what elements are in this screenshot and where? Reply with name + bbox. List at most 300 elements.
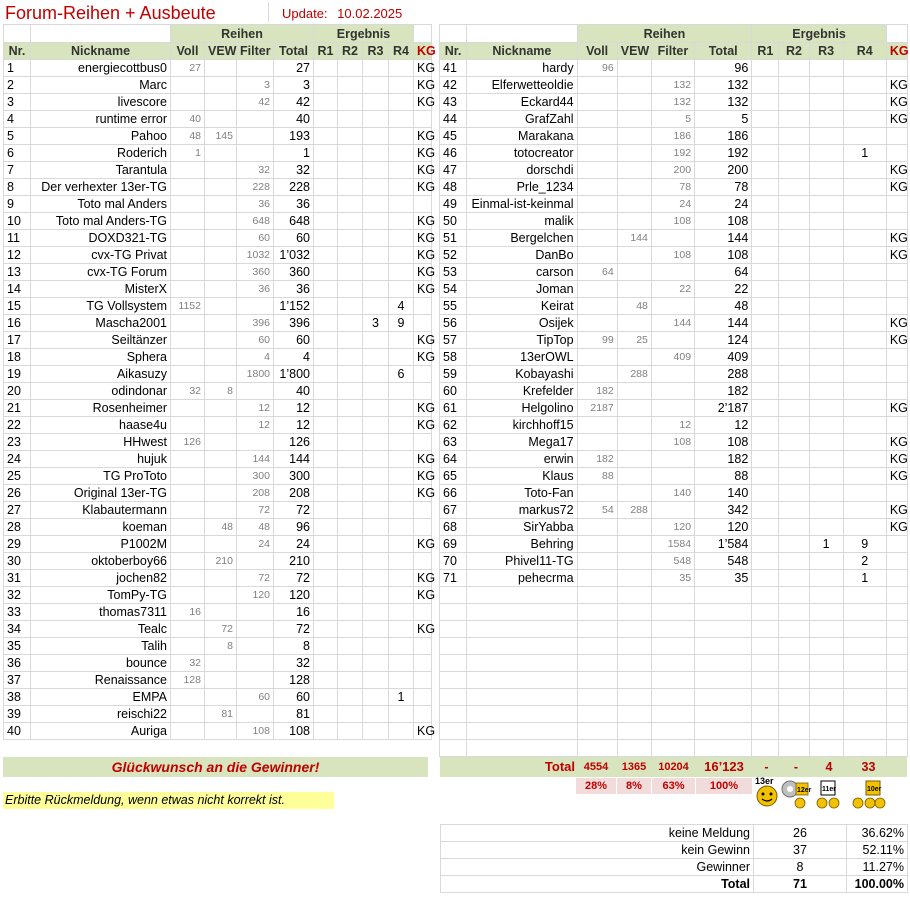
stats-pct: 36.62%: [847, 825, 908, 842]
row-r4: [389, 604, 414, 621]
row-r3: [809, 434, 843, 451]
row-r1: [752, 604, 779, 621]
row-filter: 132: [651, 77, 694, 94]
row-total: [695, 672, 752, 689]
row-filter: 12: [651, 417, 694, 434]
row-r3: [363, 77, 389, 94]
row-r1: [752, 349, 779, 366]
row-voll: [171, 264, 205, 281]
row-nr: 52: [440, 247, 467, 264]
row-voll: [577, 723, 617, 740]
row-r3: [809, 689, 843, 706]
table-row: [4, 383, 432, 400]
row-nickname: Sphera: [31, 349, 171, 366]
row-r3: [363, 111, 389, 128]
row-total: 648: [274, 213, 314, 230]
table-row: [440, 689, 908, 706]
row-voll: [577, 281, 617, 298]
row-r3: [363, 60, 389, 77]
row-r1: [314, 366, 338, 383]
row-kg: KG: [886, 77, 907, 94]
row-vew: 48: [617, 298, 651, 315]
row-nr: 49: [440, 196, 467, 213]
row-nr: 17: [4, 332, 31, 349]
row-r3: [363, 145, 389, 162]
row-r4: [389, 570, 414, 587]
total-filter: 10204: [658, 761, 689, 773]
row-r4: [843, 213, 886, 230]
row-nickname: Aikasuzy: [31, 366, 171, 383]
row-nickname: Mega17: [467, 434, 577, 451]
row-r3: [809, 587, 843, 604]
row-r4: [389, 519, 414, 536]
row-total: 1’032: [274, 247, 314, 264]
row-r3: [363, 485, 389, 502]
row-kg: [886, 638, 907, 655]
row-r3: [363, 247, 389, 264]
row-vew: [617, 655, 651, 672]
row-r3: [363, 570, 389, 587]
row-r3: [363, 621, 389, 638]
row-voll: [171, 179, 205, 196]
row-vew: [617, 162, 651, 179]
row-r2: [779, 417, 809, 434]
row-vew: [617, 740, 651, 757]
row-r2: [338, 230, 363, 247]
row-vew: [617, 553, 651, 570]
stats-label: Total: [441, 876, 754, 893]
col-vew: VEW: [205, 43, 237, 60]
row-r4: [843, 706, 886, 723]
row-filter: 132: [651, 94, 694, 111]
row-nr: 26: [4, 485, 31, 502]
totals-label: Total: [544, 759, 575, 774]
row-r4: [843, 94, 886, 111]
row-filter: 48: [237, 519, 274, 536]
row-kg: [414, 706, 432, 723]
row-voll: [577, 162, 617, 179]
row-voll: [577, 434, 617, 451]
row-r2: [779, 502, 809, 519]
row-voll: [171, 162, 205, 179]
row-nickname: Kobayashi: [467, 366, 577, 383]
row-r4: [389, 451, 414, 468]
row-r4: [843, 383, 886, 400]
row-r4: 1: [843, 570, 886, 587]
row-total: 128: [274, 672, 314, 689]
row-r4: [843, 519, 886, 536]
row-r2: [779, 128, 809, 145]
row-r3: [363, 655, 389, 672]
row-r3: [809, 247, 843, 264]
row-vew: [205, 587, 237, 604]
row-voll: [577, 485, 617, 502]
pct-filter: 63%: [652, 778, 695, 794]
row-nickname: hujuk: [31, 451, 171, 468]
row-r3: [809, 570, 843, 587]
row-r1: [752, 213, 779, 230]
table-row: [4, 332, 432, 349]
row-r1: [314, 383, 338, 400]
row-kg: [886, 604, 907, 621]
row-voll: [171, 587, 205, 604]
row-r3: [809, 230, 843, 247]
row-r4: 2: [843, 553, 886, 570]
row-nickname: [467, 621, 577, 638]
total-total: 16’123: [704, 759, 744, 774]
row-kg: [414, 672, 432, 689]
row-nickname: Klaus: [467, 468, 577, 485]
row-kg: [886, 672, 907, 689]
row-r4: 4: [389, 298, 414, 315]
row-vew: [205, 655, 237, 672]
row-total: 60: [274, 230, 314, 247]
row-filter: 108: [651, 434, 694, 451]
trophy-13er-icon: [752, 775, 782, 809]
row-filter: [237, 706, 274, 723]
row-r2: [779, 60, 809, 77]
trophy-10er-label: 10er: [867, 786, 882, 793]
row-filter: 4: [237, 349, 274, 366]
row-filter: [651, 468, 694, 485]
row-r2: [779, 213, 809, 230]
row-r3: [809, 60, 843, 77]
update-date: 10.02.2025: [337, 6, 403, 21]
row-kg: [886, 366, 907, 383]
row-nickname: TomPy-TG: [31, 587, 171, 604]
row-nr: 16: [4, 315, 31, 332]
row-nickname: DanBo: [467, 247, 577, 264]
row-total: 72: [274, 570, 314, 587]
row-r4: [389, 264, 414, 281]
row-filter: [651, 366, 694, 383]
row-r4: [843, 366, 886, 383]
row-r4: [389, 162, 414, 179]
row-r3: [363, 213, 389, 230]
row-kg: [886, 706, 907, 723]
row-total: 4: [274, 349, 314, 366]
col-filter: Filter: [237, 43, 274, 60]
row-voll: [171, 502, 205, 519]
row-vew: [205, 332, 237, 349]
row-r3: [363, 366, 389, 383]
row-voll: [171, 77, 205, 94]
row-r4: [843, 128, 886, 145]
row-r2: [779, 281, 809, 298]
row-voll: [577, 638, 617, 655]
row-r1: [752, 672, 779, 689]
row-r2: [779, 740, 809, 757]
stats-pct: 11.27%: [847, 859, 908, 876]
row-r2: [779, 162, 809, 179]
row-total: [695, 587, 752, 604]
col-r4: R4: [389, 43, 414, 60]
row-kg: KG: [886, 332, 907, 349]
row-total: 1: [274, 145, 314, 162]
row-r1: [314, 60, 338, 77]
row-vew: [617, 434, 651, 451]
ergebnis-group-header: Ergebnis: [752, 25, 887, 43]
row-r1: [314, 179, 338, 196]
row-voll: [171, 213, 205, 230]
row-r4: [843, 298, 886, 315]
table-row: [4, 281, 432, 298]
row-vew: [617, 604, 651, 621]
row-vew: 48: [205, 519, 237, 536]
row-vew: [205, 60, 237, 77]
col-r3: R3: [363, 43, 389, 60]
row-r3: [809, 196, 843, 213]
table-row: [4, 570, 432, 587]
row-r2: [338, 179, 363, 196]
row-kg: KG: [886, 162, 907, 179]
row-r2: [779, 587, 809, 604]
row-r1: [314, 451, 338, 468]
row-r1: [314, 502, 338, 519]
row-total: 32: [274, 162, 314, 179]
row-r1: [752, 315, 779, 332]
table-row: [4, 468, 432, 485]
row-vew: [205, 281, 237, 298]
row-vew: [617, 621, 651, 638]
row-kg: KG: [414, 723, 432, 740]
row-total: 200: [695, 162, 752, 179]
row-vew: [205, 536, 237, 553]
row-r4: [843, 400, 886, 417]
row-r3: [809, 213, 843, 230]
row-voll: [171, 570, 205, 587]
row-voll: [171, 417, 205, 434]
row-filter: 228: [237, 179, 274, 196]
row-total: 182: [695, 383, 752, 400]
row-nr: 63: [440, 434, 467, 451]
col-r3: R3: [809, 43, 843, 60]
row-nr: [440, 706, 467, 723]
stats-label: keine Meldung: [441, 825, 754, 842]
row-voll: [171, 315, 205, 332]
row-total: 208: [274, 485, 314, 502]
row-nr: 4: [4, 111, 31, 128]
row-vew: [617, 196, 651, 213]
row-vew: 81: [205, 706, 237, 723]
row-total: 42: [274, 94, 314, 111]
row-nickname: hardy: [467, 60, 577, 77]
row-r4: [843, 485, 886, 502]
participants-table-right: [439, 24, 908, 757]
row-filter: [237, 621, 274, 638]
row-total: 1’800: [274, 366, 314, 383]
row-nickname: reischi22: [31, 706, 171, 723]
row-r4: [389, 655, 414, 672]
table-row: [4, 723, 432, 740]
col-nickname: Nickname: [467, 43, 577, 60]
row-r2: [779, 366, 809, 383]
table-row: [440, 60, 908, 77]
row-r4: [843, 655, 886, 672]
row-kg: KG: [886, 111, 907, 128]
row-vew: 210: [205, 553, 237, 570]
row-voll: [171, 553, 205, 570]
row-total: 144: [695, 315, 752, 332]
row-r4: [389, 536, 414, 553]
row-nr: 29: [4, 536, 31, 553]
row-kg: KG: [414, 281, 432, 298]
congrats-banner: Glückwunsch an die Gewinner!: [3, 757, 428, 777]
col-total: Total: [695, 43, 752, 60]
row-filter: 72: [237, 502, 274, 519]
table-row: [440, 434, 908, 451]
row-voll: [577, 604, 617, 621]
row-r2: [779, 179, 809, 196]
row-r2: [779, 298, 809, 315]
row-kg: [886, 553, 907, 570]
row-vew: [617, 519, 651, 536]
row-r4: [389, 111, 414, 128]
row-r2: [338, 247, 363, 264]
row-r4: [389, 383, 414, 400]
row-r4: [389, 179, 414, 196]
row-total: [695, 706, 752, 723]
row-filter: 108: [237, 723, 274, 740]
row-r2: [338, 519, 363, 536]
row-r1: [314, 145, 338, 162]
row-r1: [314, 417, 338, 434]
col-kg: KG: [414, 43, 432, 60]
row-r1: [314, 247, 338, 264]
table-row: [4, 298, 432, 315]
row-total: 108: [695, 213, 752, 230]
table-row: [4, 60, 432, 77]
row-kg: [886, 128, 907, 145]
row-filter: [651, 723, 694, 740]
row-voll: [577, 366, 617, 383]
row-nickname: Marakana: [467, 128, 577, 145]
row-total: 409: [695, 349, 752, 366]
row-kg: KG: [414, 213, 432, 230]
row-nickname: energiecottbus0: [31, 60, 171, 77]
row-vew: [617, 570, 651, 587]
row-nickname: cvx-TG Forum: [31, 264, 171, 281]
row-voll: 16: [171, 604, 205, 621]
table-row: [440, 77, 908, 94]
row-vew: [205, 723, 237, 740]
row-nr: 55: [440, 298, 467, 315]
row-kg: [414, 604, 432, 621]
row-r1: [752, 706, 779, 723]
row-filter: [237, 655, 274, 672]
row-total: 144: [695, 230, 752, 247]
table-row: [4, 604, 432, 621]
row-kg: [886, 417, 907, 434]
row-r4: [389, 60, 414, 77]
row-nr: 8: [4, 179, 31, 196]
total-r4: 33: [861, 760, 876, 774]
row-nr: 2: [4, 77, 31, 94]
row-vew: [617, 349, 651, 366]
row-kg: KG: [414, 451, 432, 468]
row-r2: [779, 706, 809, 723]
table-row: [4, 655, 432, 672]
row-nr: [440, 740, 467, 757]
row-voll: [577, 94, 617, 111]
table-row: [440, 383, 908, 400]
col-nickname: Nickname: [31, 43, 171, 60]
row-vew: [617, 213, 651, 230]
row-r1: [752, 689, 779, 706]
row-voll: 48: [171, 128, 205, 145]
row-r4: [843, 434, 886, 451]
row-vew: 288: [617, 366, 651, 383]
row-nickname: Rosenheimer: [31, 400, 171, 417]
row-vew: [205, 604, 237, 621]
row-r1: [314, 213, 338, 230]
row-nr: 9: [4, 196, 31, 213]
row-vew: [205, 400, 237, 417]
row-r4: [389, 196, 414, 213]
col-voll: Voll: [577, 43, 617, 60]
row-r2: [779, 400, 809, 417]
row-total: 40: [274, 111, 314, 128]
row-total: 182: [695, 451, 752, 468]
row-vew: [617, 400, 651, 417]
row-vew: [205, 264, 237, 281]
row-nr: 34: [4, 621, 31, 638]
row-r2: [779, 315, 809, 332]
row-kg: KG: [414, 179, 432, 196]
row-filter: [237, 145, 274, 162]
row-kg: KG: [886, 519, 907, 536]
row-r1: [314, 298, 338, 315]
row-vew: [617, 247, 651, 264]
reihen-group-header: Reihen: [171, 25, 314, 43]
row-kg: [886, 281, 907, 298]
row-vew: [205, 298, 237, 315]
row-r3: [809, 740, 843, 757]
row-filter: 3: [237, 77, 274, 94]
row-voll: [577, 689, 617, 706]
row-voll: 182: [577, 383, 617, 400]
table-row: [4, 621, 432, 638]
row-vew: [205, 417, 237, 434]
row-total: 72: [274, 621, 314, 638]
row-voll: 32: [171, 655, 205, 672]
total-vew: 1365: [621, 761, 647, 773]
row-r3: [363, 519, 389, 536]
row-voll: [171, 366, 205, 383]
row-total: 78: [695, 179, 752, 196]
row-nr: [440, 672, 467, 689]
row-nickname: Pahoo: [31, 128, 171, 145]
row-r1: [752, 145, 779, 162]
table-row: [4, 672, 432, 689]
row-kg: [414, 111, 432, 128]
row-filter: 42: [237, 94, 274, 111]
row-r4: 1: [389, 689, 414, 706]
row-r4: [389, 230, 414, 247]
row-r3: [363, 264, 389, 281]
table-row: [440, 417, 908, 434]
row-filter: 12: [237, 417, 274, 434]
row-total: 210: [274, 553, 314, 570]
row-vew: 145: [205, 128, 237, 145]
row-nickname: Seiltänzer: [31, 332, 171, 349]
row-nickname: P1002M: [31, 536, 171, 553]
col-kg: KG: [886, 43, 907, 60]
row-r4: 1: [843, 145, 886, 162]
row-r1: [752, 655, 779, 672]
row-nickname: Klabautermann: [31, 502, 171, 519]
row-nr: 54: [440, 281, 467, 298]
